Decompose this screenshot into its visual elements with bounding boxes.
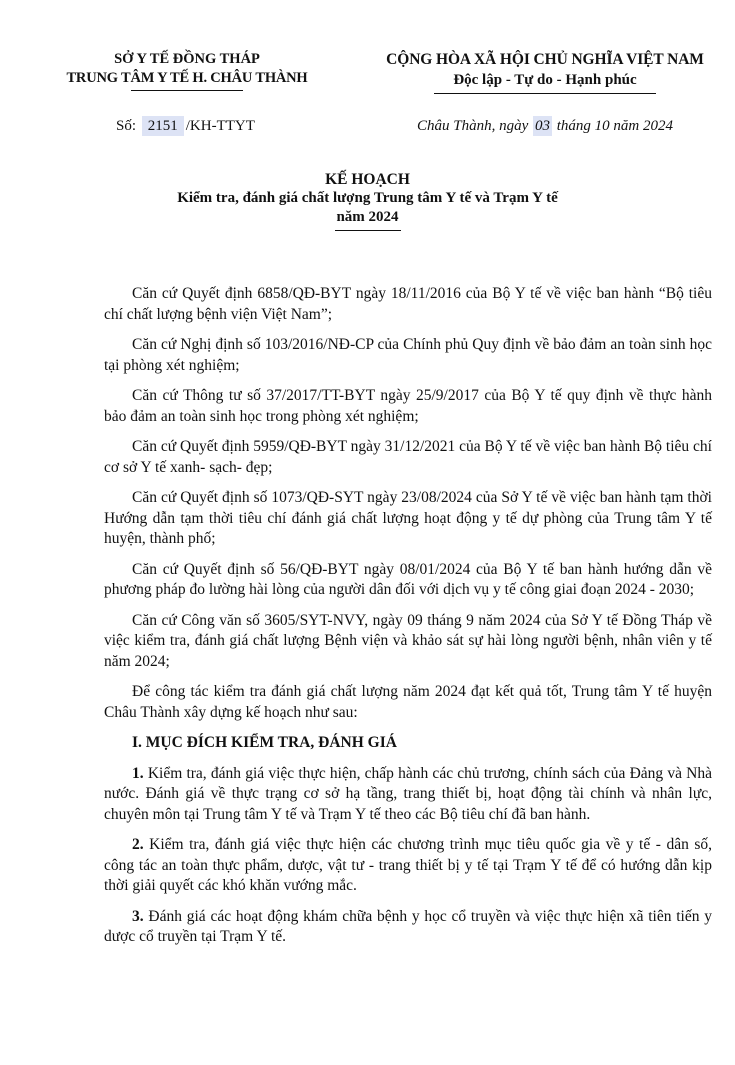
item-number: 3. bbox=[132, 907, 144, 925]
legal-basis-paragraph: Căn cứ Công văn số 3605/SYT-NVY, ngày 09 tháng 9 năm 2024 của Sở Y tế Đồng Tháp về việc kiểm tra, đánh giá chất lượng Bệnh viện và khảo sát sự hài lòng người bệnh, nhân viên y tế năm 2024; bbox=[104, 611, 712, 670]
national-name: CỘNG HÒA XÃ HỘI CHỦ NGHĨA VIỆT NAM bbox=[386, 51, 704, 68]
legal-basis-paragraph: Căn cứ Quyết định 5959/QĐ-BYT ngày 31/12/2021 của Bộ Y tế về việc ban hành Bộ tiêu chí cơ sở Y tế xanh- sạch- đẹp; bbox=[104, 438, 712, 476]
item-text: Kiểm tra, đánh giá việc thực hiện các chương trình mục tiêu quốc gia về y tế - dân số, công tác an toàn thực phẩm, dược, vật tư - trang thiết bị y tế tại Trạm Y tế để có hướng dẫn kịp thời giải quyết các khó khăn vướng mắc. bbox=[104, 836, 713, 894]
date-day-field: 03 bbox=[535, 118, 550, 134]
item-text: Kiểm tra, đánh giá việc thực hiện, chấp hành các chủ trương, chính sách của Đảng và Nhà nước. Đánh giá về thực trạng cơ sở hạ tầng, trang thiết bị, hoạt động tài chính và nhân lực, chuyên môn tại Trung tâm Y tế và Trạm Y tế theo các Bộ tiêu chí đã ban hành. bbox=[104, 764, 712, 823]
legal-basis-paragraph: Căn cứ Nghị định số 103/2016/NĐ-CP của Chính phủ Quy định về bảo đảm an toàn sinh học tại phòng xét nghiệm; bbox=[104, 336, 712, 374]
document-type: KẾ HOẠCH bbox=[325, 171, 410, 188]
motto-underline bbox=[434, 93, 656, 94]
legal-basis-paragraph: Căn cứ Thông tư số 37/2017/TT-BYT ngày 25/9/2017 của Bộ Y tế quy định về thực hành bảo đảm an toàn sinh học trong phòng xét nghiệm; bbox=[104, 387, 712, 425]
purpose-item bbox=[104, 835, 712, 897]
item-text: Đánh giá các hoạt động khám chữa bệnh y học cổ truyền và việc thực hiện xã tiên tiến y dược cổ truyền tại Trạm Y tế. bbox=[104, 907, 713, 945]
doc-number-suffix: /KH-TTYT bbox=[185, 118, 255, 134]
national-motto: Độc lập - Tự do - Hạnh phúc bbox=[453, 72, 637, 88]
title-year: năm 2024 bbox=[336, 209, 399, 225]
document-number bbox=[116, 116, 255, 136]
item-number: 1. bbox=[132, 764, 144, 782]
legal-basis-paragraph: Căn cứ Quyết định số 56/QĐ-BYT ngày 08/01/2024 của Bộ Y tế ban hành hướng dẫn về phương pháp đo lường hài lòng của người dân đối với dịch vụ y tế công giai đoạn 2024 - 2030; bbox=[104, 560, 712, 598]
intro-paragraph: Để công tác kiểm tra đánh giá chất lượng năm 2024 đạt kết quả tốt, Trung tâm Y tế huyện Châu Thành xây dựng kế hoạch như sau: bbox=[104, 683, 712, 721]
purpose-item bbox=[104, 764, 712, 826]
legal-basis-paragraph: Căn cứ Quyết định 6858/QĐ-BYT ngày 18/11/2016 của Bộ Y tế về việc ban hành “Bộ tiêu chí chất lượng bệnh viện Việt Nam”; bbox=[104, 285, 712, 323]
date-prefix: Châu Thành, ngày bbox=[416, 118, 529, 134]
org-underline bbox=[131, 90, 243, 91]
document-body bbox=[104, 284, 712, 958]
doc-number-field: 2151 bbox=[142, 116, 184, 136]
document-title bbox=[40, 170, 695, 231]
legal-basis-paragraph: Căn cứ Quyết định số 1073/QĐ-SYT ngày 23/08/2024 của Sở Y tế về việc ban hành tạm thời Hướng dẫn tạm thời tiêu chí đánh giá chất lượng hoạt động y tế dự phòng của Trung tâm Y tế huyện, thành phố; bbox=[104, 489, 712, 547]
doc-number-prefix: Số: bbox=[116, 118, 137, 134]
date-rest: tháng 10 năm 2024 bbox=[556, 118, 673, 134]
parent-organization: SỞ Y TẾ ĐỒNG THÁP bbox=[114, 51, 260, 67]
title-subject: Kiểm tra, đánh giá chất lượng Trung tâm Y tế và Trạm Y tế bbox=[177, 190, 558, 206]
national-header bbox=[360, 50, 730, 94]
purpose-item bbox=[104, 907, 712, 948]
place-and-date bbox=[380, 116, 710, 136]
item-number: 2. bbox=[132, 836, 144, 853]
section-heading: I. MỤC ĐÍCH KIỂM TRA, ĐÁNH GIÁ bbox=[132, 734, 397, 751]
issuing-organization bbox=[52, 50, 322, 91]
organization-name: TRUNG TÂM Y TẾ H. CHÂU THÀNH bbox=[66, 70, 308, 86]
title-underline bbox=[335, 230, 401, 231]
